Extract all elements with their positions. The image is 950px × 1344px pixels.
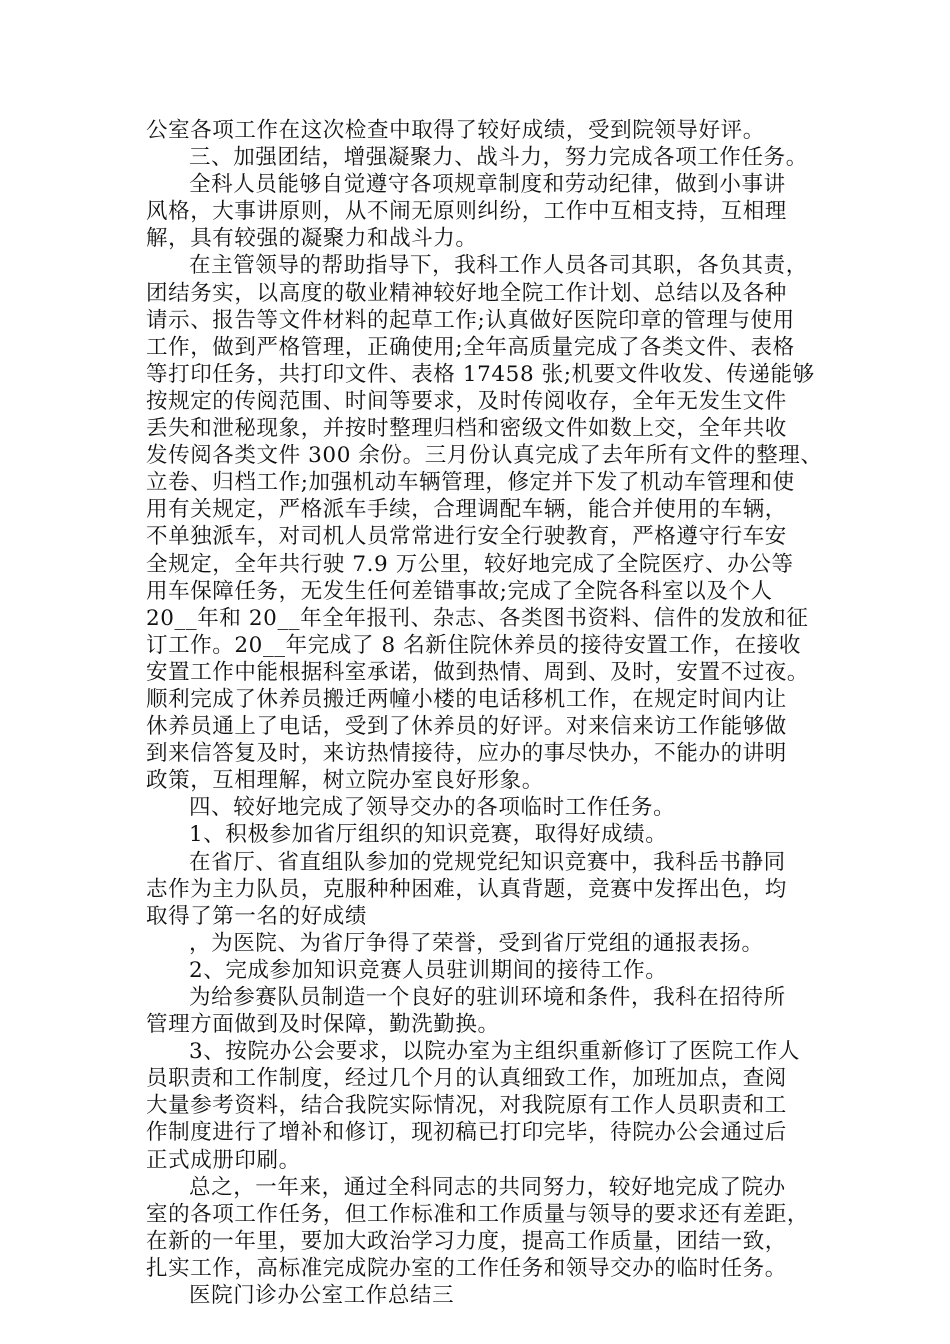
text-line: 解，具有较强的凝聚力和战斗力。 xyxy=(146,226,478,252)
text-line: 医院门诊办公室工作总结三 xyxy=(189,1283,455,1309)
text-line: 员职责和工作制度，经过几个月的认真细致工作，加班加点，查阅 xyxy=(146,1066,787,1092)
text-line: 请示、报告等文件材料的起草工作;认真做好医院印章的管理与使用 xyxy=(146,307,795,333)
text-line: 用车保障任务，无发生任何差错事故;完成了全院各科室以及个人 xyxy=(146,578,773,604)
text-line: ，为医院、为省厅争得了荣誉，受到省厅党组的通报表扬。 xyxy=(189,930,764,956)
text-line: 用有关规定，严格派车手续，合理调配车辆，能合并使用的车辆， xyxy=(146,497,787,523)
text-line: 三、加强团结，增强凝聚力、战斗力，努力完成各项工作任务。 xyxy=(189,145,808,171)
text-line: 管理方面做到及时保障，勤洗勤换。 xyxy=(146,1012,500,1038)
text-line: 等打印任务，共打印文件、表格 17458 张;机要文件收发、传递能够 xyxy=(146,361,815,387)
text-line: 政策，互相理解，树立院办室良好形象。 xyxy=(146,768,544,794)
text-line: 室的各项工作任务，但工作标准和工作质量与领导的要求还有差距， xyxy=(146,1201,810,1227)
text-line: 取得了第一名的好成绩 xyxy=(146,903,368,929)
text-line: 到来信答复及时，来访热情接待，应办的事尽快办，不能办的讲明 xyxy=(146,741,787,767)
text-line: 3、按院办公会要求，以院办室为主组织重新修订了医院工作人 xyxy=(189,1039,800,1065)
text-line: 大量参考资料，结合我院实际情况，对我院原有工作人员职责和工 xyxy=(146,1093,787,1119)
text-line: 总之，一年来，通过全科同志的共同努力，较好地完成了院办 xyxy=(189,1174,786,1200)
text-line: 工作，做到严格管理，正确使用;全年高质量完成了各类文件、表格 xyxy=(146,334,795,360)
text-line: 不单独派车，对司机人员常常进行安全行驶教育，严格遵守行车安 xyxy=(146,524,787,550)
text-line: 正式成册印刷。 xyxy=(146,1147,301,1173)
text-line: 按规定的传阅范围、时间等要求，及时传阅收存，全年无发生文件 xyxy=(146,388,787,414)
text-line: 在省厅、省直组队参加的党规党纪知识竞赛中，我科岳书静同 xyxy=(189,849,786,875)
text-line: 在主管领导的帮助指导下，我科工作人员各司其职，各负其责， xyxy=(189,253,808,279)
text-line: 为给参赛队员制造一个良好的驻训环境和条件，我科在招待所 xyxy=(189,985,786,1010)
text-line: 公室各项工作在这次检查中取得了较好成绩，受到院领导好评。 xyxy=(146,118,765,143)
text-line: 订工作。20__年完成了 8 名新住院休养员的接待安置工作，在接收 xyxy=(146,632,802,658)
text-line: 全规定，全年共行驶 7.9 万公里，较好地完成了全院医疗、办公等 xyxy=(146,551,794,577)
text-line: 风格，大事讲原则，从不闹无原则纠纷，工作中互相支持，互相理 xyxy=(146,199,787,225)
text-line: 全科人员能够自觉遵守各项规章制度和劳动纪律，做到小事讲 xyxy=(189,172,786,198)
text-line: 立卷、归档工作;加强机动车辆管理，修定并下发了机动车管理和使 xyxy=(146,470,795,496)
text-line: 团结务实，以高度的敬业精神较好地全院工作计划、总结以及各种 xyxy=(146,280,787,306)
text-line: 1、积极参加省厅组织的知识竞赛，取得好成绩。 xyxy=(189,822,668,848)
text-line: 安置工作中能根据科室承诺，做到热情、周到、及时，安置不过夜。 xyxy=(146,659,810,685)
text-line: 丢失和泄秘现象，并按时整理归档和密级文件如数上交，全年共收 xyxy=(146,416,787,442)
text-line: 志作为主力队员，克服种种困难，认真背题，竞赛中发挥出色，均 xyxy=(146,876,787,902)
text-line: 发传阅各类文件 300 余份。三月份认真完成了去年所有文件的整理、 xyxy=(146,443,823,469)
text-line: 在新的一年里，要加大政治学习力度，提高工作质量，团结一致， xyxy=(146,1228,787,1254)
text-line: 顺利完成了休养员搬迁两幢小楼的电话移机工作，在规定时间内让 xyxy=(146,686,787,712)
document-body xyxy=(146,117,826,1309)
text-line: 2、完成参加知识竞赛人员驻训期间的接待工作。 xyxy=(189,957,668,983)
text-line: 休养员通上了电话，受到了休养员的好评。对来信来访工作能够做 xyxy=(146,714,787,740)
text-line: 四、较好地完成了领导交办的各项临时工作任务。 xyxy=(189,795,676,821)
text-line: 扎实工作，高标准完成院办室的工作任务和领导交办的临时任务。 xyxy=(146,1255,787,1281)
text-line: 作制度进行了增补和修订，现初稿已打印完毕，待院办公会通过后 xyxy=(146,1120,787,1146)
text-line: 20__年和 20__年全年报刊、杂志、各类图书资料、信件的发放和征 xyxy=(146,605,809,631)
